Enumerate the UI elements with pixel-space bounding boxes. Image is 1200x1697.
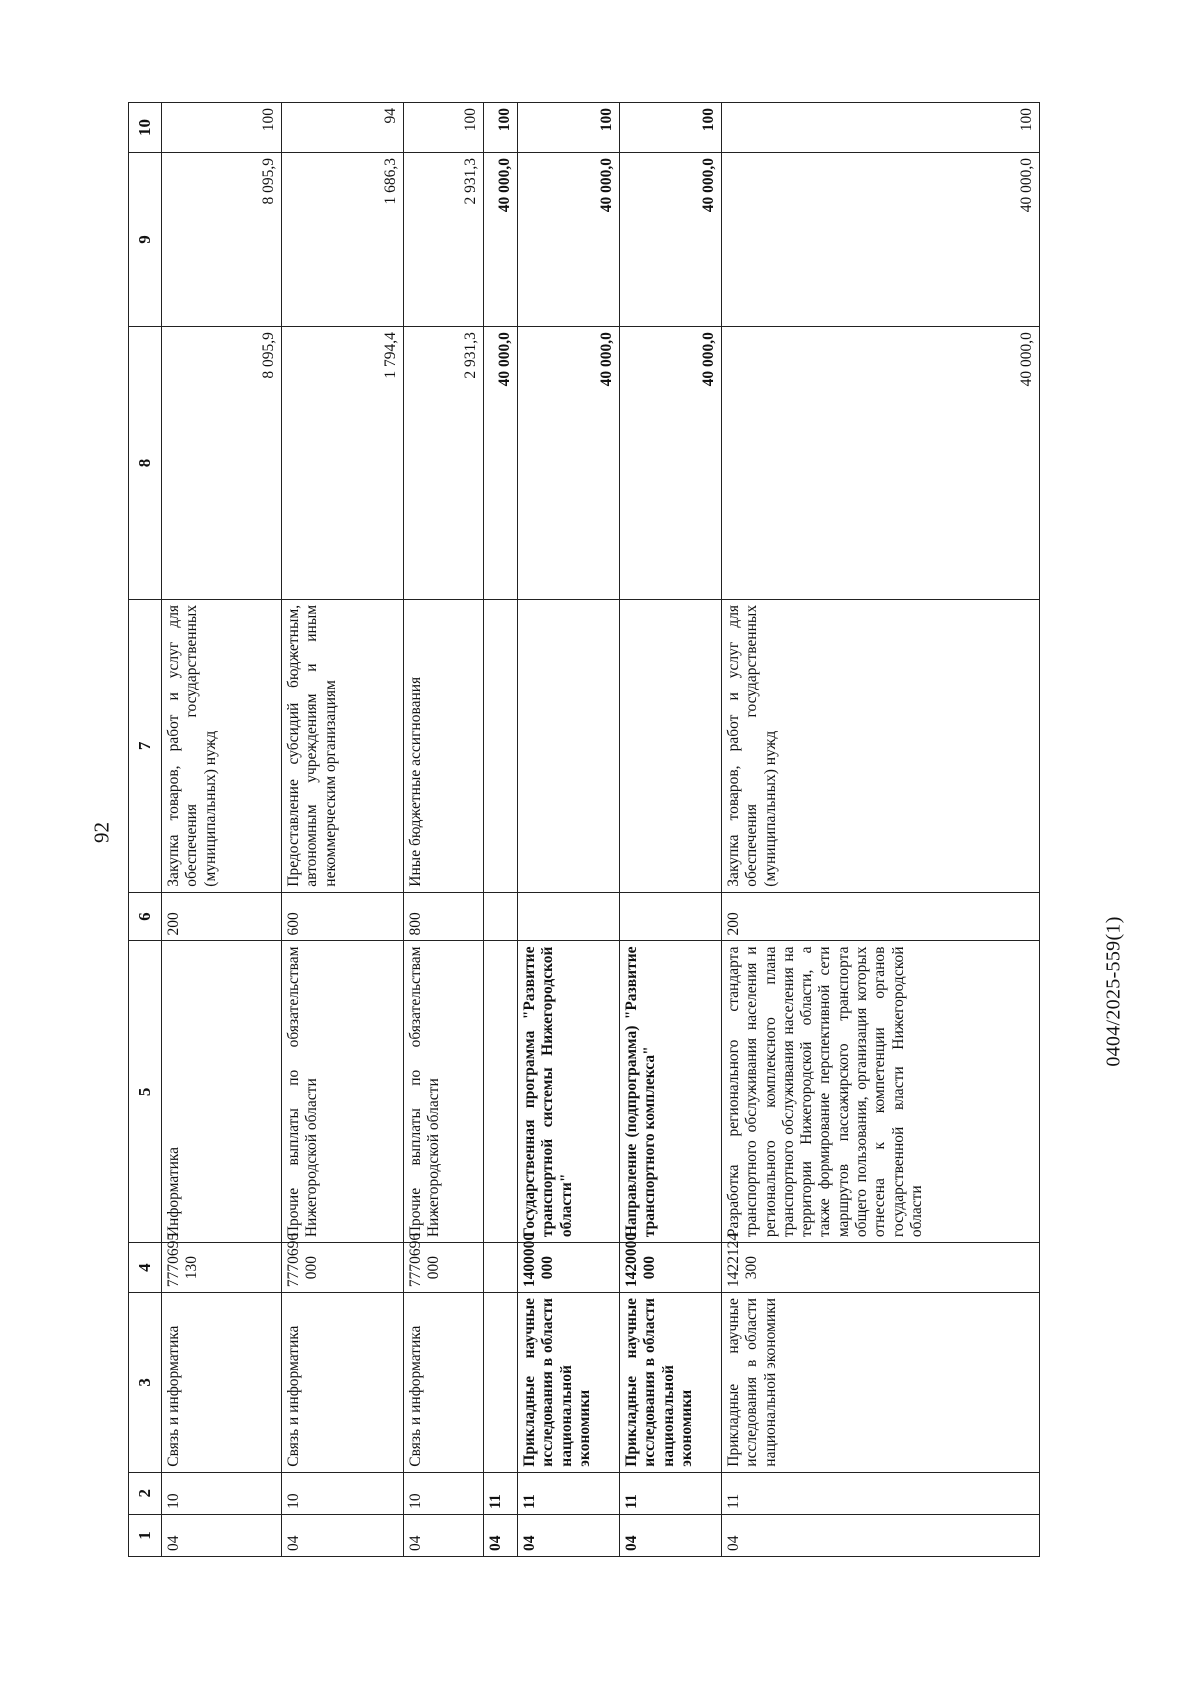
- table-cell-col-7: [484, 599, 518, 892]
- table-cell-col-4: 1420000 000: [620, 1243, 722, 1293]
- table-cell-col-10: 100: [162, 103, 282, 153]
- table-cell-col-10: 94: [282, 103, 404, 153]
- table-row: [404, 103, 484, 1557]
- table-cell-col-8: 8 095,9: [162, 327, 282, 600]
- table-cell-col-5: Прочие выплаты по обязательствам Нижегородской области: [404, 941, 484, 1243]
- table-row: [722, 103, 1040, 1557]
- table-cell-col-2: 11: [484, 1472, 518, 1514]
- header-cell: 10: [129, 103, 162, 153]
- header-cell: 6: [129, 892, 162, 941]
- table-row: [620, 103, 722, 1557]
- table-cell-col-7: Закупка товаров, работ и услуг для обеспечения государственных (муниципальных) нужд: [722, 599, 1040, 892]
- header-cell: 8: [129, 327, 162, 600]
- table-cell-col-8: 1 794,4: [282, 327, 404, 600]
- table-row: [282, 103, 404, 1557]
- table-cell-col-8: 40 000,0: [484, 327, 518, 600]
- table-cell-col-6: [484, 892, 518, 941]
- table-cell-col-9: 8 095,9: [162, 152, 282, 326]
- table-row: [518, 103, 620, 1557]
- table-body: [162, 103, 1040, 1557]
- table-cell-col-9: 2 931,3: [404, 152, 484, 326]
- document-code: 0404/2025-559(1): [1102, 916, 1125, 1067]
- table-cell-col-1: 04: [282, 1514, 404, 1556]
- table-cell-col-1: 04: [484, 1514, 518, 1556]
- table-cell-col-7: Предоставление субсидий бюджетным, автономным учреждениям и иным некоммерческим организациям: [282, 599, 404, 892]
- header-cell: 4: [129, 1243, 162, 1293]
- table-cell-col-10: 100: [484, 103, 518, 153]
- table-cell-col-6: 200: [162, 892, 282, 941]
- table-cell-col-1: 04: [518, 1514, 620, 1556]
- header-row: [129, 103, 162, 1557]
- table-cell-col-3: Связь и информатика: [404, 1293, 484, 1473]
- table-cell-col-6: [518, 892, 620, 941]
- table-cell-col-10: 100: [722, 103, 1040, 153]
- table-cell-col-1: 04: [404, 1514, 484, 1556]
- table-row: [162, 103, 282, 1557]
- table-row: [484, 103, 518, 1557]
- table-cell-col-5: Разработка регионального стандарта транспортного обслуживания населения и регионального комплексного плана транспортного обслуживания населения на территории Нижегородской области, а также формирование перспективной сети маршрутов пассажирского транспорта общего пользования, организация которых отнесена к компетенции органов государственной власти Нижегородской области: [722, 941, 1040, 1243]
- header-cell: 9: [129, 152, 162, 326]
- table-cell-col-2: 11: [722, 1472, 1040, 1514]
- table-cell-col-6: 600: [282, 892, 404, 941]
- table-cell-col-2: 10: [282, 1472, 404, 1514]
- table-cell-col-7: [620, 599, 722, 892]
- table-cell-col-5: Государственная программа "Развитие транспортной системы Нижегородской области": [518, 941, 620, 1243]
- header-cell: 7: [129, 599, 162, 892]
- table-cell-col-3: Прикладные научные исследования в области национальной экономики: [722, 1293, 1040, 1473]
- table-cell-col-4: [484, 1243, 518, 1293]
- table-cell-col-9: 40 000,0: [518, 152, 620, 326]
- table-cell-col-4: 7770696 000: [404, 1243, 484, 1293]
- table-cell-col-4: 7770695 130: [162, 1243, 282, 1293]
- table-cell-col-3: Прикладные научные исследования в области национальной экономики: [518, 1293, 620, 1473]
- table-cell-col-2: 10: [162, 1472, 282, 1514]
- table-cell-col-5: Направление (подпрограмма) "Развитие транспортного комплекса": [620, 941, 722, 1243]
- table-cell-col-3: Прикладные научные исследования в области национальной экономики: [620, 1293, 722, 1473]
- table-cell-col-8: 40 000,0: [722, 327, 1040, 600]
- table-cell-col-5: Информатика: [162, 941, 282, 1243]
- table-cell-col-9: 1 686,3: [282, 152, 404, 326]
- table-cell-col-9: 40 000,0: [620, 152, 722, 326]
- table-cell-col-5: Прочие выплаты по обязательствам Нижегородской области: [282, 941, 404, 1243]
- table-cell-col-6: [620, 892, 722, 941]
- table-cell-col-8: 40 000,0: [620, 327, 722, 600]
- table-cell-col-6: 800: [404, 892, 484, 941]
- budget-table: [128, 102, 1040, 1557]
- table-cell-col-2: 11: [518, 1472, 620, 1514]
- table-cell-col-9: 40 000,0: [484, 152, 518, 326]
- header-cell: 2: [129, 1472, 162, 1514]
- table-cell-col-6: 200: [722, 892, 1040, 941]
- page-number: 92: [89, 822, 114, 843]
- table-cell-col-3: [484, 1293, 518, 1473]
- table-cell-col-10: 100: [404, 103, 484, 153]
- table-cell-col-4: 1400000 000: [518, 1243, 620, 1293]
- rotated-table-container: [128, 102, 1085, 1557]
- table-cell-col-8: 2 931,3: [404, 327, 484, 600]
- table-cell-col-9: 40 000,0: [722, 152, 1040, 326]
- table-cell-col-3: Связь и информатика: [282, 1293, 404, 1473]
- table-cell-col-7: [518, 599, 620, 892]
- header-cell: 1: [129, 1514, 162, 1556]
- table-cell-col-4: 1422124 300: [722, 1243, 1040, 1293]
- header-cell: 5: [129, 941, 162, 1243]
- table-cell-col-3: Связь и информатика: [162, 1293, 282, 1473]
- table-cell-col-8: 40 000,0: [518, 327, 620, 600]
- table-cell-col-4: 7770696 000: [282, 1243, 404, 1293]
- table-cell-col-1: 04: [162, 1514, 282, 1556]
- table-cell-col-7: Закупка товаров, работ и услуг для обеспечения государственных (муниципальных) нужд: [162, 599, 282, 892]
- table-cell-col-2: 11: [620, 1472, 722, 1514]
- table-cell-col-5: [484, 941, 518, 1243]
- table-cell-col-1: 04: [620, 1514, 722, 1556]
- table-cell-col-1: 04: [722, 1514, 1040, 1556]
- table-cell-col-10: 100: [620, 103, 722, 153]
- table-cell-col-2: 10: [404, 1472, 484, 1514]
- table-cell-col-10: 100: [518, 103, 620, 153]
- table-cell-col-7: Иные бюджетные ассигнования: [404, 599, 484, 892]
- header-cell: 3: [129, 1293, 162, 1473]
